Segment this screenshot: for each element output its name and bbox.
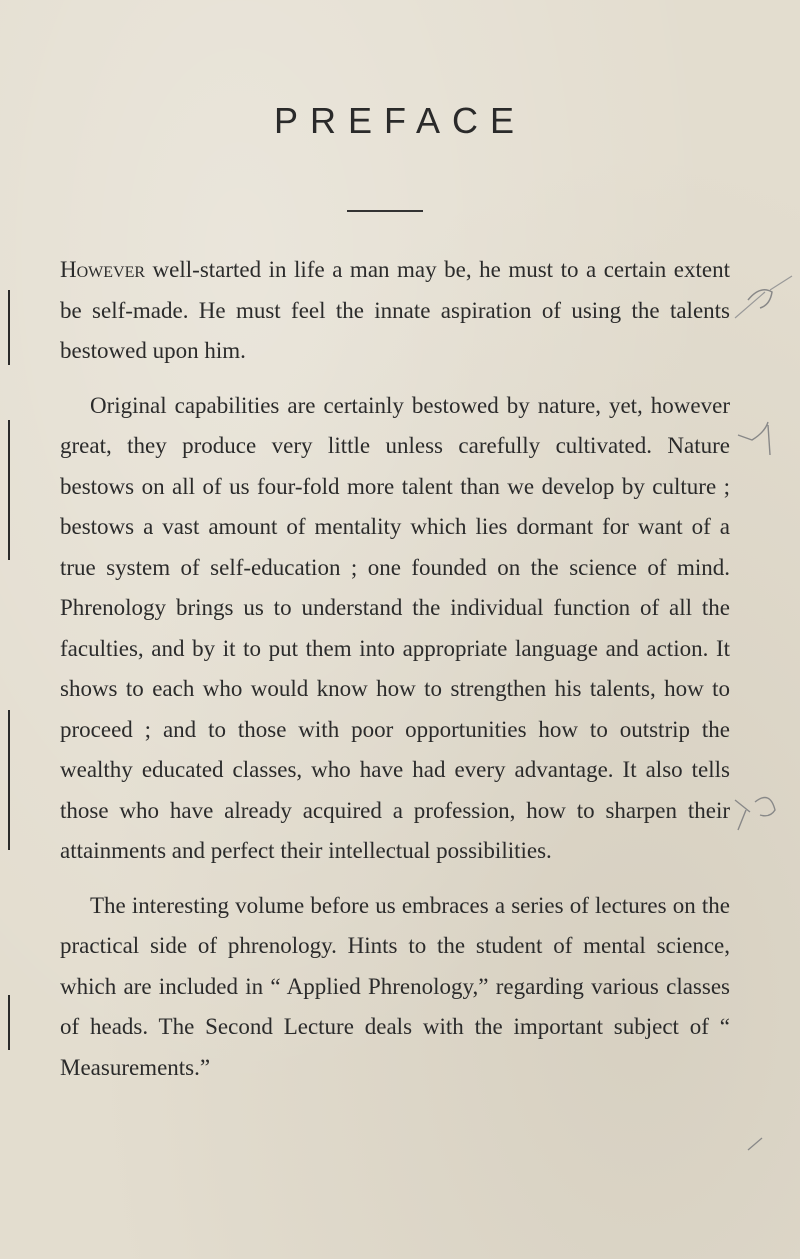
margin-rule	[8, 420, 10, 560]
paragraph-text: The interesting volume before us embraces a series of lectures on the practical side of phrenology. Hints to the student of mental science, which are included in “ Applied Phrenology,” regarding various classes of heads. The Second Lecture deals with the important subject of “ Measurements.”	[60, 892, 730, 1080]
preface-body	[60, 250, 730, 1088]
page-title: PREFACE	[273, 100, 527, 141]
paragraph-3	[60, 886, 730, 1089]
paragraph-text: Original capabilities are certainly bestowed by nature, yet, however great, they produce very little unless carefully cultivated. Nature bestows on all of us four-fold more talent than we develop by culture ; bestows a vast amount of mentality which lies dormant for want of a true system of self-education ; one founded on the science of mind. Phrenology brings us to understand the individual function of all the faculties, and by it to put them into appropriate language and action. It shows to each who would know how to strengthen his talents, how to proceed ; and to those with poor opportunities how to outstrip the wealthy educated classes, who have had every advantage. It also tells those who have already acquired a profession, how to sharpen their attainments and perfect their intellectual possibilities.	[60, 392, 730, 863]
margin-rule	[8, 995, 10, 1050]
paragraph-text: well-started in life a man may be, he must to a certain extent be self-made. He must feel the innate aspiration of using the talents bestowed upon him.	[60, 257, 730, 363]
margin-rule	[8, 290, 10, 365]
margin-rule	[8, 710, 10, 850]
paragraph-1	[60, 250, 730, 372]
paragraph-lead: However	[60, 257, 146, 282]
title-divider	[347, 210, 423, 212]
paragraph-2	[60, 386, 730, 872]
